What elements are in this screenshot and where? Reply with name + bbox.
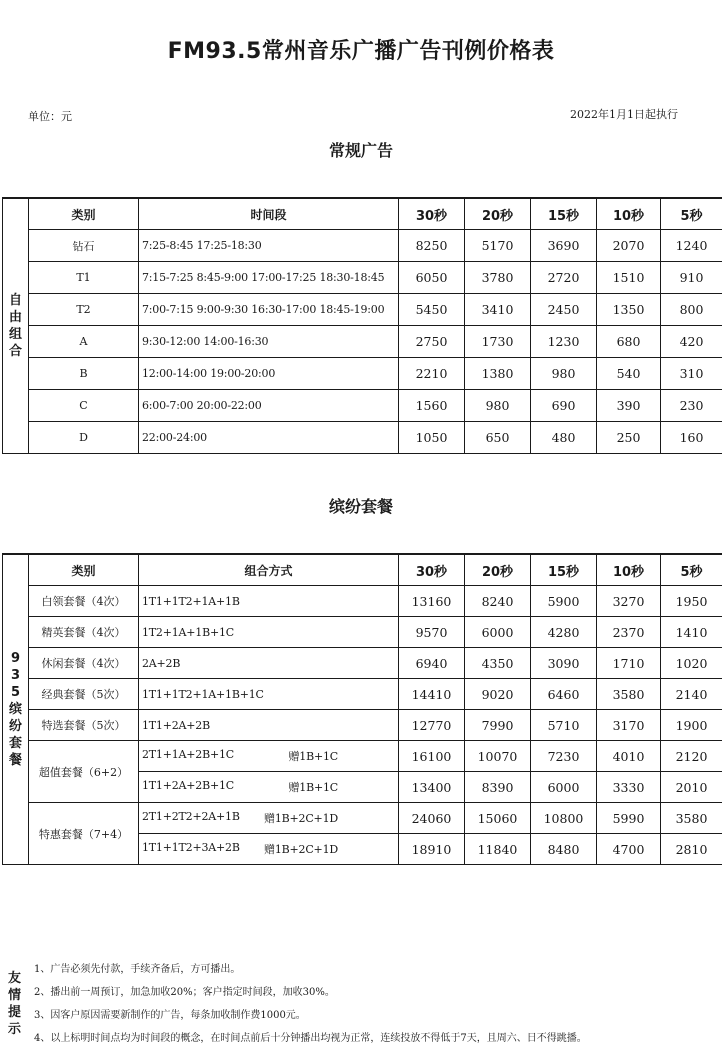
- note-item: 2、播出前一周预订，加急加收20%；客户指定时间段，加收30%。: [34, 981, 722, 1004]
- price-cell: 230: [661, 390, 722, 422]
- price-cell: 10070: [465, 741, 531, 772]
- price-cell: 2810: [661, 834, 722, 865]
- table-row: [3, 326, 722, 358]
- price-cell: 390: [597, 390, 661, 422]
- combo-text: 1T1+1T2+1A+1B: [142, 595, 240, 608]
- gift-text: 赠1B+2C+1D: [264, 841, 338, 857]
- combo-cell: [139, 803, 399, 834]
- column-header: 5秒: [661, 198, 722, 230]
- time-slot-cell: 6:00-7:00 20:00-22:00: [139, 390, 399, 422]
- table-row: [3, 803, 722, 834]
- gift-text: 赠1B+1C: [288, 748, 338, 764]
- combo-cell: [139, 679, 399, 710]
- regular-price-table: [2, 197, 722, 454]
- page-title: FM93.5常州音乐广播广告刊例价格表: [0, 34, 722, 65]
- price-cell: 680: [597, 326, 661, 358]
- price-cell: 6940: [399, 648, 465, 679]
- price-cell: 5990: [597, 803, 661, 834]
- combo-wrap: [142, 779, 398, 795]
- price-cell: 2370: [597, 617, 661, 648]
- category-cell: T1: [29, 262, 139, 294]
- time-slot-cell: 12:00-14:00 19:00-20:00: [139, 358, 399, 390]
- price-cell: 2210: [399, 358, 465, 390]
- price-cell: 5710: [531, 710, 597, 741]
- price-cell: 800: [661, 294, 722, 326]
- price-cell: 8390: [465, 772, 531, 803]
- table-row: [3, 390, 722, 422]
- price-cell: 8480: [531, 834, 597, 865]
- notes-side-label: 友情提示: [8, 970, 24, 1038]
- time-slot-cell: 9:30-12:00 14:00-16:30: [139, 326, 399, 358]
- combo-cell: [139, 772, 399, 803]
- price-cell: 1710: [597, 648, 661, 679]
- table-row: [3, 710, 722, 741]
- combo-cell: [139, 586, 399, 617]
- column-header: 20秒: [465, 554, 531, 586]
- price-cell: 1350: [597, 294, 661, 326]
- price-cell: 1240: [661, 230, 722, 262]
- time-slot-cell: 22:00-24:00: [139, 422, 399, 454]
- column-header: 15秒: [531, 554, 597, 586]
- price-cell: 6000: [465, 617, 531, 648]
- table-row: [3, 617, 722, 648]
- price-cell: 9570: [399, 617, 465, 648]
- price-cell: 7990: [465, 710, 531, 741]
- section-title-regular: 常规广告: [0, 138, 722, 161]
- price-cell: 1410: [661, 617, 722, 648]
- price-cell: 13160: [399, 586, 465, 617]
- price-cell: 8240: [465, 586, 531, 617]
- table-row: [3, 422, 722, 454]
- combo-text: 2A+2B: [142, 657, 180, 670]
- column-header: 15秒: [531, 198, 597, 230]
- combo-text: 1T2+1A+1B+1C: [142, 626, 234, 639]
- note-item: 1、广告必须先付款，手续齐备后，方可播出。: [34, 958, 722, 981]
- combo-text: 1T1+2A+2B: [142, 719, 210, 732]
- price-cell: 3780: [465, 262, 531, 294]
- column-header: 类别: [29, 198, 139, 230]
- combo-text: 2T1+2T2+2A+1B: [142, 810, 240, 826]
- price-cell: 4010: [597, 741, 661, 772]
- package-price-table: [2, 553, 722, 865]
- category-cell: 特选套餐（5次）: [29, 710, 139, 741]
- combo-text: 1T1+2A+2B+1C: [142, 779, 234, 795]
- combo-wrap: [142, 841, 398, 857]
- column-header: 组合方式: [139, 554, 399, 586]
- price-cell: 5900: [531, 586, 597, 617]
- category-cell: B: [29, 358, 139, 390]
- column-header: 5秒: [661, 554, 722, 586]
- table-row: [3, 358, 722, 390]
- side-label: 自由组合: [3, 198, 29, 454]
- table-row: [3, 648, 722, 679]
- combo-wrap: [142, 748, 398, 764]
- price-cell: 2140: [661, 679, 722, 710]
- table-row: [3, 586, 722, 617]
- category-cell: 精英套餐（4次）: [29, 617, 139, 648]
- price-cell: 6000: [531, 772, 597, 803]
- column-header: 30秒: [399, 198, 465, 230]
- price-cell: 3690: [531, 230, 597, 262]
- time-slot-cell: 7:15-7:25 8:45-9:00 17:00-17:25 18:30-18:45: [139, 262, 399, 294]
- price-cell: 160: [661, 422, 722, 454]
- price-cell: 6050: [399, 262, 465, 294]
- price-cell: 3410: [465, 294, 531, 326]
- price-cell: 1380: [465, 358, 531, 390]
- combo-wrap: [142, 657, 398, 670]
- price-cell: 690: [531, 390, 597, 422]
- side-label: 935缤纷套餐: [3, 554, 29, 865]
- price-cell: 3330: [597, 772, 661, 803]
- notes-list: [34, 958, 722, 1050]
- price-cell: 9020: [465, 679, 531, 710]
- price-cell: 1730: [465, 326, 531, 358]
- price-cell: 2750: [399, 326, 465, 358]
- category-cell: 经典套餐（5次）: [29, 679, 139, 710]
- table-row: [3, 262, 722, 294]
- category-cell: T2: [29, 294, 139, 326]
- price-cell: 980: [531, 358, 597, 390]
- price-cell: 14410: [399, 679, 465, 710]
- price-cell: 10800: [531, 803, 597, 834]
- price-cell: 4700: [597, 834, 661, 865]
- category-cell: 超值套餐（6+2）: [29, 741, 139, 803]
- price-cell: 420: [661, 326, 722, 358]
- price-cell: 15060: [465, 803, 531, 834]
- category-cell: C: [29, 390, 139, 422]
- table-row: [3, 294, 722, 326]
- price-cell: 2010: [661, 772, 722, 803]
- price-cell: 1950: [661, 586, 722, 617]
- price-cell: 5450: [399, 294, 465, 326]
- price-cell: 3580: [661, 803, 722, 834]
- price-cell: 2450: [531, 294, 597, 326]
- header-row: [3, 198, 722, 230]
- column-header: 时间段: [139, 198, 399, 230]
- price-cell: 2070: [597, 230, 661, 262]
- price-cell: 1560: [399, 390, 465, 422]
- price-cell: 5170: [465, 230, 531, 262]
- price-cell: 980: [465, 390, 531, 422]
- price-cell: 3580: [597, 679, 661, 710]
- category-cell: 白领套餐（4次）: [29, 586, 139, 617]
- note-item: 3、因客户原因需要新制作的广告，每条加收制作费1000元。: [34, 1004, 722, 1027]
- gift-text: 赠1B+2C+1D: [264, 810, 338, 826]
- column-header: 10秒: [597, 198, 661, 230]
- unit-label: 单位：元: [28, 108, 72, 124]
- table-row: [3, 230, 722, 262]
- price-cell: 24060: [399, 803, 465, 834]
- price-cell: 7230: [531, 741, 597, 772]
- column-header: 10秒: [597, 554, 661, 586]
- price-cell: 1230: [531, 326, 597, 358]
- category-cell: 钻石: [29, 230, 139, 262]
- price-cell: 4280: [531, 617, 597, 648]
- combo-text: 1T1+1T2+3A+2B: [142, 841, 240, 857]
- combo-cell: [139, 617, 399, 648]
- price-cell: 8250: [399, 230, 465, 262]
- table-row: [3, 741, 722, 772]
- price-cell: 1510: [597, 262, 661, 294]
- price-cell: 310: [661, 358, 722, 390]
- combo-wrap: [142, 719, 398, 732]
- price-cell: 3270: [597, 586, 661, 617]
- combo-wrap: [142, 810, 398, 826]
- price-cell: 1020: [661, 648, 722, 679]
- effective-date: 2022年1月1日起执行: [570, 106, 678, 122]
- combo-text: 2T1+1A+2B+1C: [142, 748, 234, 764]
- price-cell: 650: [465, 422, 531, 454]
- combo-text: 1T1+1T2+1A+1B+1C: [142, 688, 264, 701]
- price-cell: 250: [597, 422, 661, 454]
- price-cell: 540: [597, 358, 661, 390]
- combo-cell: [139, 741, 399, 772]
- gift-text: 赠1B+1C: [288, 779, 338, 795]
- note-item: 4、以上标明时间点均为时间段的概念，在时间点前后十分钟播出均视为正常，连续投放不得低于7天，且周六、日不得跳播。: [34, 1027, 722, 1050]
- category-cell: 特惠套餐（7+4）: [29, 803, 139, 865]
- time-slot-cell: 7:25-8:45 17:25-18:30: [139, 230, 399, 262]
- price-cell: 2120: [661, 741, 722, 772]
- time-slot-cell: 7:00-7:15 9:00-9:30 16:30-17:00 18:45-19:00: [139, 294, 399, 326]
- price-cell: 16100: [399, 741, 465, 772]
- category-cell: A: [29, 326, 139, 358]
- price-cell: 1050: [399, 422, 465, 454]
- combo-cell: [139, 648, 399, 679]
- column-header: 30秒: [399, 554, 465, 586]
- combo-wrap: [142, 626, 398, 639]
- price-cell: 18910: [399, 834, 465, 865]
- category-cell: D: [29, 422, 139, 454]
- price-cell: 12770: [399, 710, 465, 741]
- column-header: 20秒: [465, 198, 531, 230]
- combo-wrap: [142, 688, 398, 701]
- price-cell: 11840: [465, 834, 531, 865]
- price-cell: 4350: [465, 648, 531, 679]
- price-cell: 910: [661, 262, 722, 294]
- price-cell: 3090: [531, 648, 597, 679]
- price-cell: 480: [531, 422, 597, 454]
- category-cell: 休闲套餐（4次）: [29, 648, 139, 679]
- combo-wrap: [142, 595, 398, 608]
- price-cell: 6460: [531, 679, 597, 710]
- section-title-package: 缤纷套餐: [0, 494, 722, 517]
- combo-cell: [139, 834, 399, 865]
- combo-cell: [139, 710, 399, 741]
- table-row: [3, 679, 722, 710]
- price-cell: 3170: [597, 710, 661, 741]
- price-cell: 1900: [661, 710, 722, 741]
- column-header: 类别: [29, 554, 139, 586]
- header-row: [3, 554, 722, 586]
- price-cell: 2720: [531, 262, 597, 294]
- price-cell: 13400: [399, 772, 465, 803]
